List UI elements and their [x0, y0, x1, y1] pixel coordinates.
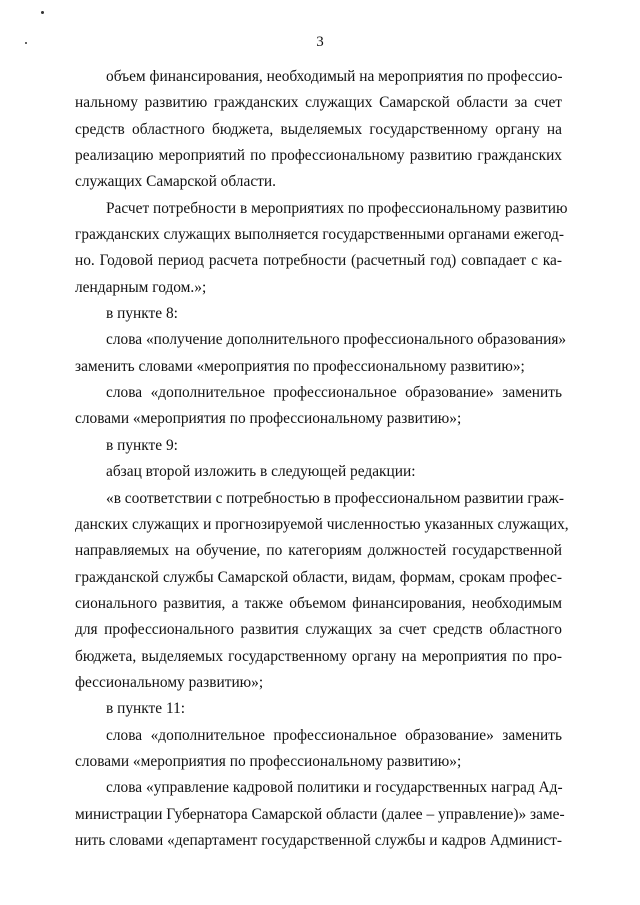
text-line: министрации Губернатора Самарской области (далее – управление)» заме-	[75, 805, 565, 823]
paragraph	[75, 301, 562, 327]
text-line: Расчет потребности в мероприятиях по профессиональному развитию	[106, 199, 568, 217]
text-line: гражданской службы Самарской области, видам, формам, срокам профес-	[75, 568, 562, 586]
text-line: в пункте 8:	[106, 305, 178, 323]
text-line: для профессионального развития служащих за счет средств областного	[75, 621, 562, 639]
paragraph	[75, 459, 562, 485]
text-line: нальному развитию гражданских служащих Самарской области за счет	[75, 94, 562, 112]
text-line: в пункте 9:	[106, 436, 178, 454]
paragraph	[75, 486, 569, 697]
text-line: но. Годовой период расчета потребности (расчетный год) совпадает с ка-	[75, 252, 562, 270]
text-line: заменить словами «мероприятия по профессиональному развитию»;	[75, 357, 525, 375]
text-line: «в соответствии с потребностью в профессиональном развитии граж-	[106, 489, 564, 507]
text-line: слова «дополнительное профессиональное образование» заменить	[106, 384, 562, 402]
paragraph	[75, 327, 567, 380]
text-line: направляемых на обучение, по категориям должностей государственной	[75, 542, 562, 560]
text-line: абзац второй изложить в следующей редакции:	[106, 463, 416, 481]
paragraph	[75, 775, 565, 854]
text-line: в пункте 11:	[106, 700, 186, 718]
text-line: лендарным годом.»;	[75, 278, 207, 296]
text-line: объем финансирования, необходимый на мероприятия по профессио-	[106, 68, 563, 85]
text-line: нить словами «департамент государственной службы и кадров Админист-	[75, 831, 562, 849]
text-line: фессиональному развитию»;	[75, 673, 264, 691]
text-line: слова «получение дополнительного профессионального образования»	[106, 331, 567, 349]
text-line: бюджета, выделяемых государственному органу на мероприятия по про-	[75, 647, 562, 665]
text-line: словами «мероприятия по профессиональному развитию»;	[75, 752, 462, 770]
text-line: словами «мероприятия по профессиональному развитию»;	[75, 410, 462, 428]
paragraph	[75, 696, 562, 722]
text-line: средств областного бюджета, выделяемых государственному органу на	[75, 120, 562, 138]
paragraph	[75, 380, 562, 433]
paragraph	[75, 433, 562, 459]
paragraph	[75, 723, 562, 776]
text-line: данских служащих и прогнозируемой численностью указанных служащих,	[75, 515, 569, 533]
text-line: служащих Самарской области.	[75, 173, 276, 191]
scan-speck	[41, 11, 44, 14]
page-number: 3	[316, 34, 324, 50]
text-line: слова «дополнительное профессиональное образование» заменить	[106, 726, 562, 744]
text-line: реализацию мероприятий по профессиональному развитию гражданских	[75, 147, 562, 165]
paragraph	[75, 64, 562, 196]
text-line: слова «управление кадровой политики и государственных наград Ад-	[106, 779, 563, 797]
paragraph	[75, 196, 568, 301]
document-body	[75, 64, 569, 854]
text-line: сионального развития, а также объемом финансирования, необходимым	[75, 594, 562, 612]
text-line: гражданских служащих выполняется государственными органами ежегод-	[75, 226, 564, 244]
